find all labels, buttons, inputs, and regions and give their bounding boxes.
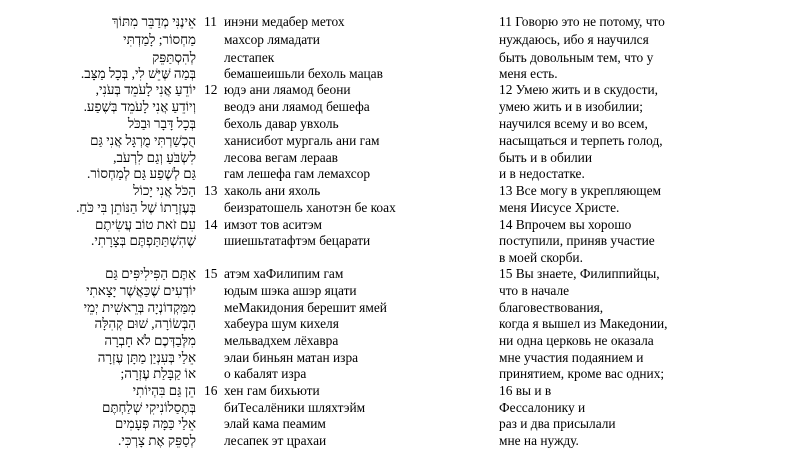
- russian-text: нуждаюсь, ибо я научился: [499, 32, 649, 47]
- transliteration-text: бехоль давар увхоль: [224, 116, 339, 131]
- russian-text: ни одна церковь не оказала: [499, 333, 654, 348]
- transliteration-text: юдэ ани ляамод беони: [224, 82, 351, 97]
- verse-number: 12: [204, 82, 218, 97]
- hebrew-text: הַבְּשׂוֹרָה, שׁוּם קְהִלָּה: [94, 316, 196, 331]
- verse-number: 13: [204, 183, 218, 198]
- hebrew-text: אֵלַי כַּמָּה פְּעָמִים: [114, 416, 196, 431]
- transliteration-text: мельвадхем лёхавра: [224, 333, 339, 348]
- hebrew-text: אַתֶּם הַפִּילִיפִּים גַּם: [105, 266, 196, 281]
- transliteration-text: махсор лямадати: [224, 32, 320, 47]
- transliteration-text: беизратошель ханотэн бе коах: [224, 200, 396, 215]
- hebrew-text: אֵלַי בְּעִנְיַן מַתָּן עֶזְרָה: [97, 350, 196, 365]
- transliteration-text: лесапек эт црахаи: [224, 433, 327, 448]
- hebrew-text: בְּמַה שֶּׁיֵּשׁ לִי, בְּכָל מַצָּב.: [80, 66, 196, 81]
- russian-text: меня есть.: [499, 66, 558, 81]
- hebrew-text: אֵינֶנִּי מְדַבֵּר מִתּוֹךְ: [112, 14, 196, 29]
- transliteration-text: ханисибот мургаль ани гам: [224, 133, 380, 148]
- hebrew-text: בְּתֶסַלוֹנִיקִי שְׁלַחְתֶּם: [101, 400, 196, 415]
- hebrew-text: גַּם לְשֶׁפַע גַּם לְמַחְסוֹר.: [86, 166, 196, 181]
- transliteration-text: лесова вегам лераав: [224, 150, 339, 165]
- transliteration-text: элаи биньян матан изра: [224, 350, 359, 365]
- verse-line: [0, 12, 800, 31]
- hebrew-text: הַכֹּל אֲנִי יָכוֹל: [133, 183, 196, 198]
- russian-text: 12 Умею жить и в скудости,: [499, 82, 658, 97]
- russian-text: что в начале: [499, 283, 570, 298]
- hebrew-text: יוֹדֵעַ אֲנִי לָעֹמֵד בְּעֹנִי,: [95, 82, 196, 97]
- russian-text: 16 вы и в: [499, 383, 552, 398]
- verse-line: [0, 431, 800, 450]
- transliteration-text: гам лешефа гам лемахсор: [224, 166, 371, 181]
- transliteration-text: бемашеишьли бехоль мацав: [224, 66, 383, 81]
- transliteration-text: хен гам бихьюти: [224, 383, 320, 398]
- russian-text: 14 Впрочем вы хорошо: [499, 217, 632, 232]
- russian-text: мне на нужду.: [499, 433, 579, 448]
- transliteration-text: имзот тов аситэм: [224, 217, 322, 232]
- hebrew-text: וְיוֹדֵעַ אֲנִי לָעֹמֵד בְּשֶׁפַע.: [83, 99, 196, 114]
- hebrew-text: בְּכָל דָּבָר וּבַכֹּל: [127, 116, 196, 131]
- russian-text: благовествования,: [499, 300, 604, 315]
- verse-number: 14: [204, 217, 218, 232]
- russian-text: и в недостатке.: [499, 166, 585, 181]
- transliteration-text: веодэ ани ляамод бешефа: [224, 99, 370, 114]
- hebrew-text: מִלְּבַדְּכֶם לֹא חָבְרָה: [104, 333, 196, 348]
- russian-text: 15 Вы знаете, Филиппийцы,: [499, 266, 660, 281]
- russian-text: мне участия подаянием и: [499, 350, 644, 365]
- transliteration-text: хаколь ани яхоль: [224, 183, 321, 198]
- russian-text: меня Иисусе Христе.: [499, 200, 620, 215]
- transliteration-text: лестапек: [224, 50, 275, 65]
- hebrew-text: הֵן גַּם בִּהְיוֹתִי: [132, 383, 196, 398]
- verse-number: 15: [204, 266, 218, 281]
- hebrew-text: עִם זֹאת טוֹב עֲשִׂיתֶם: [95, 217, 196, 232]
- russian-text: 11 Говорю это не потому, что: [499, 14, 665, 29]
- russian-text: раз и два присылали: [499, 416, 616, 431]
- transliteration-text: шиешьтатафтэм бецарати: [224, 233, 371, 248]
- hebrew-text: לְהִסְתַּפֵּק: [152, 50, 196, 65]
- transliteration-text: элай кама пеамим: [224, 416, 326, 431]
- transliteration-text: инэни медабер метох: [224, 14, 345, 29]
- hebrew-text: בְּעֶזְרָתוֹ שֶׁל הַנּוֹתֵן בִּי כֹּחַ.: [76, 200, 196, 215]
- russian-text: умею жить и в изобилии;: [499, 99, 643, 114]
- hebrew-text: מַחְסוֹר; לָמַדְתִּי: [123, 32, 196, 47]
- russian-text: насыщаться и терпеть голод,: [499, 133, 663, 148]
- russian-text: быть довольным тем, что у: [499, 50, 654, 65]
- transliteration-text: юдым шэка ашэр яцати: [224, 283, 357, 298]
- hebrew-text: לִשְׂבֹּעַ וְגַם לִרְעֹב,: [113, 150, 196, 165]
- transliteration-text: меМакидония берешит ямей: [224, 300, 387, 315]
- transliteration-text: о кабалят изра: [224, 366, 307, 381]
- verse-line: [0, 30, 800, 49]
- hebrew-text: יוֹדְעִים שֶׁכַּאֲשֶׁר יָצָאתִי: [86, 283, 196, 298]
- hebrew-text: הֻכְשַׁרְתִּי מֻרְגָּל אֲנִי גַּם: [90, 133, 196, 148]
- verse-number: 16: [204, 383, 218, 398]
- russian-text: в моей скорби.: [499, 250, 583, 265]
- russian-text: научился всему и во всем,: [499, 116, 648, 131]
- verse-number: 11: [204, 14, 217, 29]
- russian-text: когда я вышел из Македонии,: [499, 316, 668, 331]
- russian-text: быть и в обилии: [499, 150, 592, 165]
- hebrew-text: אוֹ קַבָּלַת עֶזְרָה;: [120, 366, 196, 381]
- russian-text: 13 Все могу в укрепляющем: [499, 183, 662, 198]
- russian-text: Фессалонику и: [499, 400, 586, 415]
- hebrew-text: שֶׁהִשְׁתַּתַּפְתֶּם בְּצָרָתִי.: [91, 233, 196, 248]
- transliteration-text: биТесалёники шляхтэйм: [224, 400, 366, 415]
- transliteration-text: атэм хаФилипим гам: [224, 266, 344, 281]
- hebrew-text: מִמַּקְדוֹנְיָה בְּרֵאשִׁית יְמֵי: [83, 300, 196, 315]
- russian-text: принятием, кроме вас одних;: [499, 366, 665, 381]
- russian-text: поступили, приняв участие: [499, 233, 655, 248]
- transliteration-text: хабеура шум кихеля: [224, 316, 339, 331]
- hebrew-text: לְסַפֵּק אֶת צָרְכִּי.: [118, 433, 196, 448]
